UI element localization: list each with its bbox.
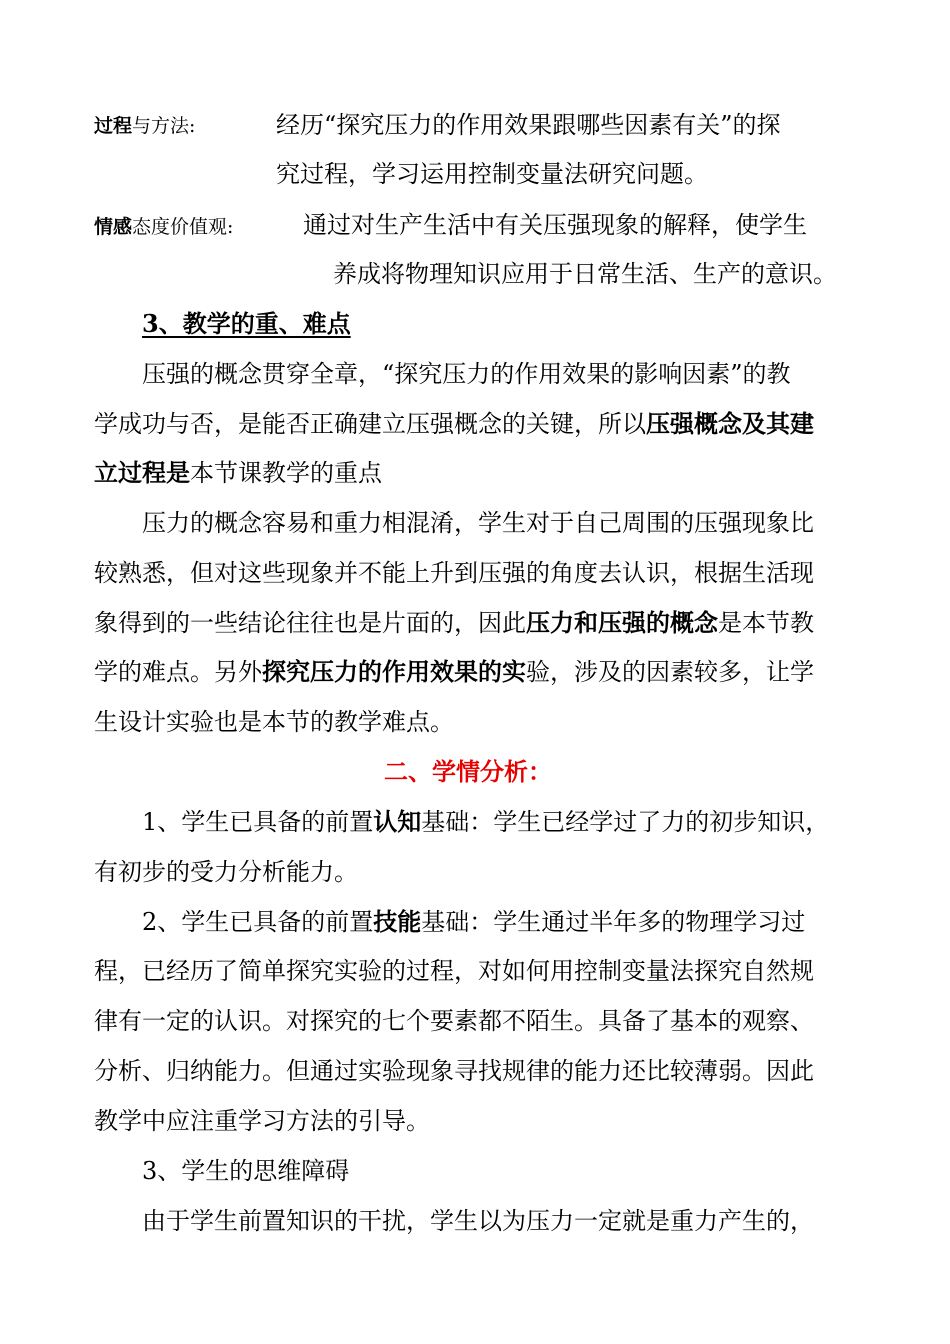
learning-item1-line2: 有初步的受力分析能力。 xyxy=(94,858,358,886)
objective-process-line1: 经历“探究压力的作用效果跟哪些因素有关”的探 xyxy=(276,111,781,139)
objective-emotion-label-rest: 态度价值观: xyxy=(132,216,234,238)
section3-p2-line3-b: 压力和压强的概念 xyxy=(526,608,718,637)
learning-item3-title: 3、学生的思维障碍 xyxy=(142,1157,350,1185)
learning-item1-line1 xyxy=(142,806,829,838)
learning-item1-line1-b: 认知 xyxy=(373,807,422,836)
section3-p1-line2 xyxy=(94,408,814,440)
objective-process-label xyxy=(94,110,195,142)
objective-process-label-bold: 过程 xyxy=(94,115,133,137)
objective-emotion-label xyxy=(94,211,233,243)
objective-emotion-line1: 通过对生产生活中有关压强现象的解释，使学生 xyxy=(303,211,807,239)
section3-p2-line1: 压力的概念容易和重力相混淆，学生对于自己周围的压强现象比 xyxy=(142,509,814,537)
section3-p2-line4-b: 探究压力的作用效果的实 xyxy=(262,657,526,686)
objective-process-line2: 究过程，学习运用控制变量法研究问题。 xyxy=(276,160,708,188)
learning-item2-line4: 分析、归纳能力。但通过实验现象寻找规律的能力还比较薄弱。因此 xyxy=(94,1057,814,1085)
section3-p1-line3-b: 本节课教学的重点 xyxy=(190,459,382,487)
section3-p2-line5: 生设计实验也是本节的教学难点。 xyxy=(94,708,454,736)
section3-p1-line1: 压强的概念贯穿全章，“探究压力的作用效果的影响因素”的教 xyxy=(142,360,791,388)
objective-emotion-label-bold: 情感 xyxy=(94,216,133,238)
section3-p2-line3 xyxy=(94,607,814,639)
learning-item2-line1-a: 2、学生已具备的前置 xyxy=(142,908,374,936)
section3-p1-line2-b: 压强概念及其建 xyxy=(646,409,814,438)
learning-item2-line3: 律有一定的认识。对探究的七个要素都不陌生。具备了基本的观察、 xyxy=(94,1007,814,1035)
section3-p2-line3-a: 象得到的一些结论往往也是片面的，因此 xyxy=(94,609,526,637)
learning-item2-line1-b: 技能 xyxy=(373,907,422,936)
section3-heading: 3、教学的重、难点 xyxy=(142,309,351,338)
section3-p2-line4 xyxy=(94,656,814,688)
learning-item3-line1: 由于学生前置知识的干扰，学生以为压力一定就是重力产生的， xyxy=(142,1207,814,1235)
learning-item2-line1-c: 基础：学生通过半年多的物理学习过 xyxy=(421,908,806,936)
section3-p2-line3-c: 是本节教 xyxy=(718,609,814,637)
section3-p2-line4-c: 验，涉及的因素较多，让学 xyxy=(526,658,814,686)
section3-p1-line3 xyxy=(94,457,382,489)
section3-p1-line2-a: 学成功与否，是能否正确建立压强概念的关键，所以 xyxy=(94,410,646,438)
objective-process-label-rest: 与方法: xyxy=(132,115,196,137)
learning-item2-line1 xyxy=(142,906,805,938)
learning-item2-line5: 教学中应注重学习方法的引导。 xyxy=(94,1107,430,1135)
learning-item2-line2: 程，已经历了简单探究实验的过程，对如何用控制变量法探究自然规 xyxy=(94,957,814,985)
section3-p1-line3-a: 立过程是 xyxy=(94,458,190,487)
section3-p2-line4-a: 学的难点。另外 xyxy=(94,658,262,686)
learning-item1-line1-c: 基础：学生已经学过了力的初步知识， xyxy=(421,808,830,836)
section3-p2-line2: 较熟悉，但对这些现象并不能上升到压强的角度去认识，根据生活现 xyxy=(94,559,814,587)
learning-item1-line1-a: 1、学生已具备的前置 xyxy=(142,808,374,836)
learning-analysis-heading: 二、学情分析： xyxy=(384,757,552,786)
objective-emotion-line2: 养成将物理知识应用于日常生活、生产的意识。 xyxy=(333,260,837,288)
